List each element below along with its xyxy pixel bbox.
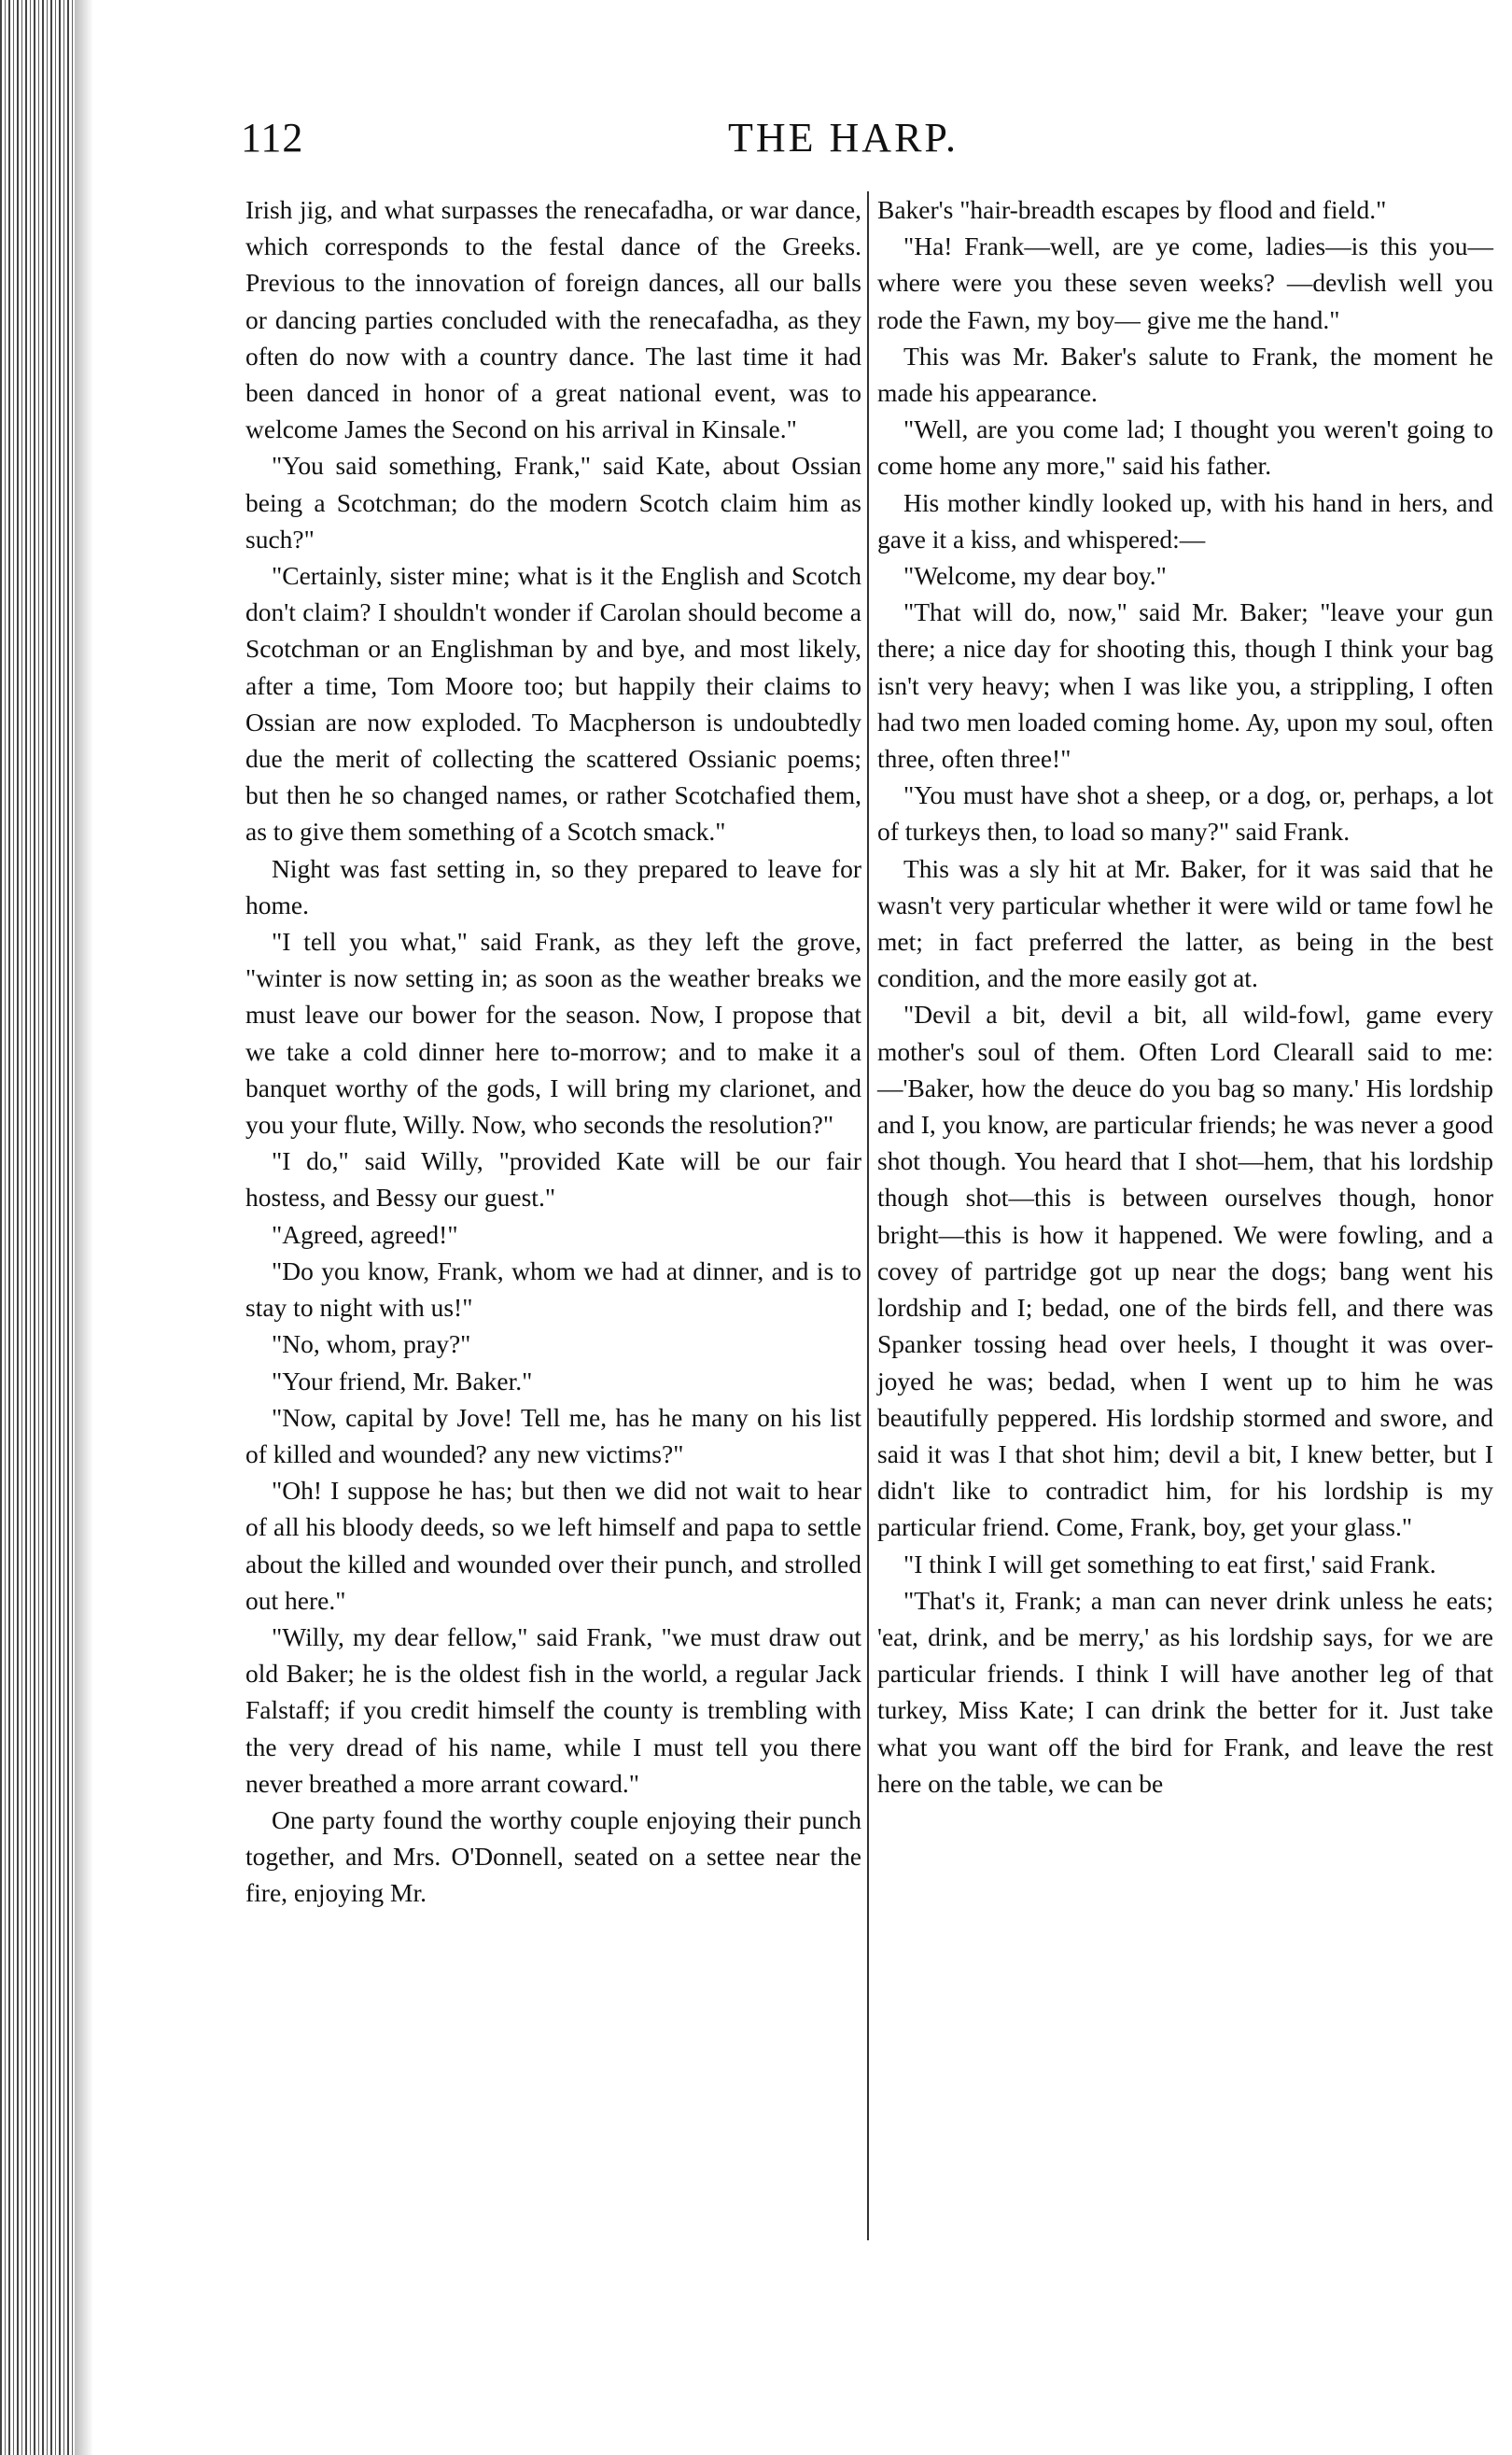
paragraph: "I think I will get something to eat first,' said Frank. — [903, 1549, 1436, 1578]
paragraph: "That will do, now," said Mr. Baker; "leave your gun there; a nice day for shooting this, though I think your bag isn't very heavy; when I was like you, a strippling, I often had two men loaded coming home. Ay, upon my soul, often three, often three!" — [877, 597, 1493, 774]
page-number: 112 — [241, 115, 304, 161]
paragraph: Night was fast setting in, so they prepared to leave for home. — [245, 853, 861, 919]
paragraph: "You must have shot a sheep, or a dog, or, perhaps, a lot of turkeys then, to load so many?" said Frank. — [877, 780, 1493, 847]
paragraph: "Ha! Frank—well, are ye come, ladies—is this you—where were you these seven weeks? —devlish well you rode the Fawn, my boy— give me the hand." — [877, 231, 1493, 334]
paragraph: "Well, are you come lad; I thought you weren't going to come home any more," said his father. — [877, 414, 1493, 481]
paragraph: "I tell you what," said Frank, as they left the grove, "winter is now setting in; as soon as the weather breaks we must leave our bower for the season. Now, I propose that we take a cold dinner here to-morrow; and to make it a banquet worthy of the gods, I will bring my clarionet, and you your flute, Willy. Now, who seconds the resolution?" — [245, 927, 861, 1140]
right-column — [877, 191, 1493, 1802]
binding-shadow — [75, 0, 93, 2455]
paragraph: "Do you know, Frank, whom we had at dinner, and is to stay to night with us!" — [245, 1256, 861, 1323]
paragraph: "I do," said Willy, "provided Kate will be our fair hostess, and Bessy our guest." — [245, 1146, 861, 1213]
paragraph: This was Mr. Baker's salute to Frank, the moment he made his appearance. — [877, 341, 1493, 408]
paragraph: One party found the worthy couple enjoying their punch together, and Mrs. O'Donnell, seated on a settee near the fire, enjoying Mr. — [245, 1804, 861, 1908]
paragraph: "Agreed, agreed!" — [272, 1219, 458, 1249]
paragraph: "Oh! I suppose he has; but then we did not wait to hear of all his bloody deeds, so we left himself and papa to settle about the killed and wounded over their punch, and strolled out here." — [245, 1476, 861, 1615]
paragraph: "Certainly, sister mine; what is it the English and Scotch don't claim? I shouldn't wonder if Carolan should become a Scotchman or an Englishman by and bye, and most likely, after a time, Tom Moore too; but happily their claims to Ossian are now exploded. To Macpherson is undoubtedly due the merit of collecting the scattered Ossianic poems; but then he so changed names, or rather Scotchafied them, as to give them something of a Scotch smack." — [245, 561, 861, 847]
paragraph: "Now, capital by Jove! Tell me, has he many on his list of killed and wounded? any new victims?" — [245, 1402, 861, 1468]
paragraph: "You said something, Frank," said Kate, about Ossian being a Scotchman; do the modern Scotch claim him as such?" — [245, 451, 861, 554]
binding-edge — [0, 0, 75, 2455]
running-title: THE HARP. — [728, 115, 959, 161]
left-column — [245, 191, 861, 1912]
paragraph: "That's it, Frank; a man can never drink unless he eats; 'eat, drink, and be merry,' as his lordship says, for we are particular friends. I think I will have another leg of that turkey, Miss Kate; I can drink the better for it. Just take what you want off the bird for Frank, and leave the rest here on the table, we can be — [877, 1585, 1493, 1798]
paragraph: His mother kindly looked up, with his hand in hers, and gave it a kiss, and whispered:— — [877, 487, 1493, 554]
paragraph: Irish jig, and what surpasses the renecafadha, or war dance, which corresponds to the festal dance of the Greeks. Previous to the innovation of foreign dances, all our balls or dancing parties concluded with the renecafadha, as they often do now with a country dance. The last time it had been danced in honor of a great national event, was to welcome James the Second on his arrival in Kinsale." — [245, 195, 861, 444]
paragraph: Baker's "hair-breadth escapes by flood and field." — [877, 195, 1387, 224]
paragraph: "Your friend, Mr. Baker." — [272, 1366, 533, 1396]
column-divider — [867, 191, 869, 2240]
paragraph: "No, whom, pray?" — [272, 1329, 471, 1359]
paragraph: This was a sly hit at Mr. Baker, for it was said that he wasn't very particular whether it were wild or tame fowl he met; in fact preferred the latter, as being in the best condition, and the more easily got at. — [877, 853, 1493, 993]
paragraph: "Willy, my dear fellow," said Frank, "we must draw out old Baker; he is the oldest fish in the world, a regular Jack Falstaff; if you credit himself the county is trembling with the very dread of his name, while I must tell you there never breathed a more arrant coward." — [245, 1621, 861, 1798]
paragraph: "Welcome, my dear boy." — [903, 561, 1167, 591]
paragraph: "Devil a bit, devil a bit, all wild-fowl, game every mother's soul of them. Often Lord Clearall said to me:—'Baker, how the deuce do you bag so many.' His lordship and I, you know, are particular friends; he was never a good shot though. You heard that I shot—hem, that his lordship though shot—this is between ourselves though, honor bright—this is how it happened. We were fowling, and a covey of partridge got up near the dogs; bang went his lordship and I; bedad, one of the birds fell, and there was Spanker tossing head over heels, I thought it was over-joyed he was; bedad, when I went up to him he was beautifully peppered. His lordship stormed and swore, and said it was I that shot him; devil a bit, I knew better, but I didn't like to contradict him, for his lordship is my particular friend. Come, Frank, boy, get your glass." — [877, 1000, 1493, 1542]
page-header — [0, 112, 1512, 168]
